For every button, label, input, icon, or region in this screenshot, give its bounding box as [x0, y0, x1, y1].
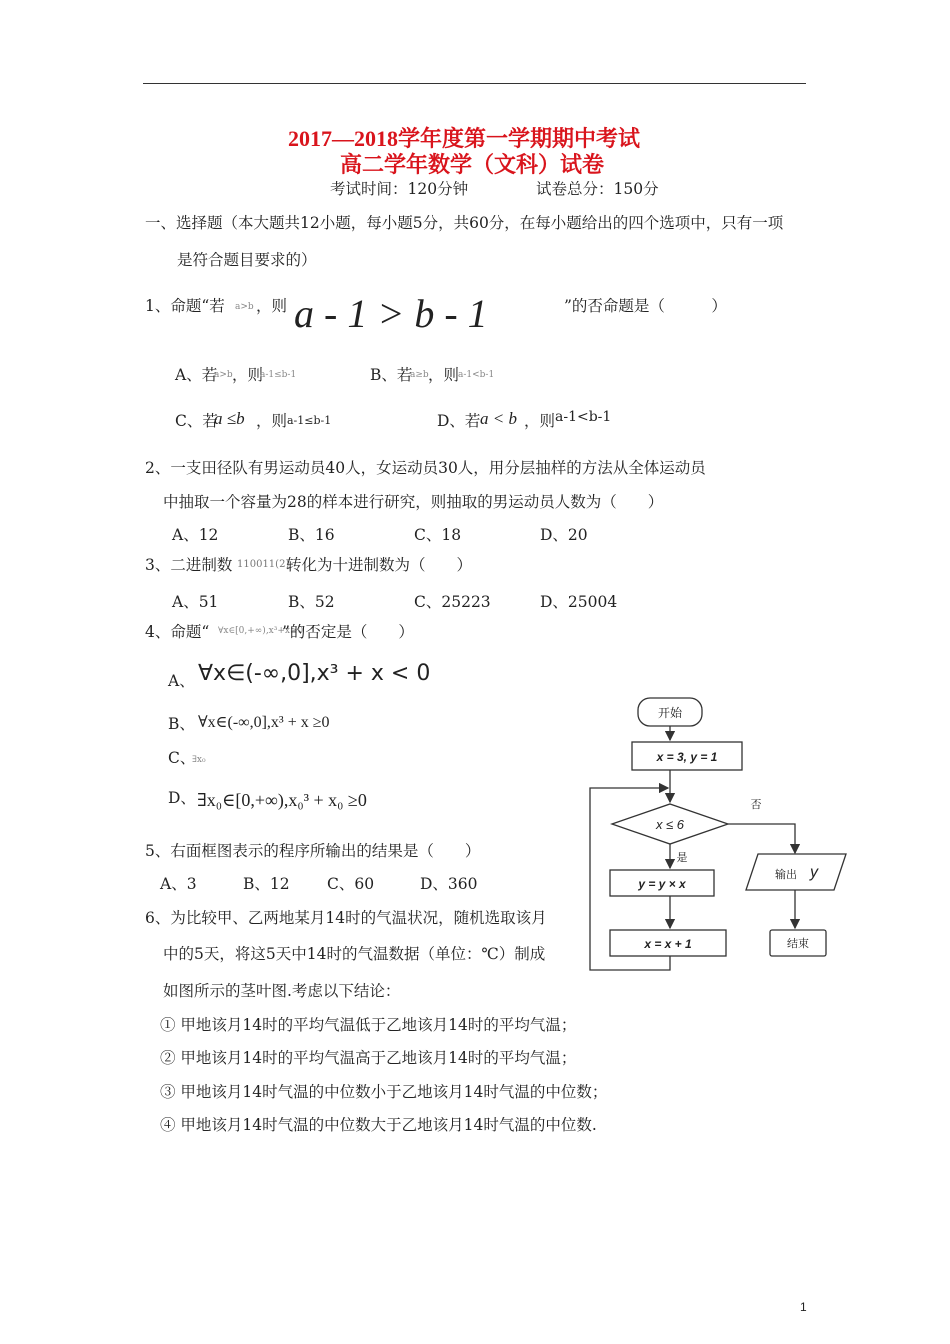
q3-binary-number: 110011(2) [237, 559, 290, 570]
q2-option-b: B、16 [288, 526, 335, 544]
q1-option-b-then: ，则 [428, 366, 460, 384]
q3-suffix: 转化为十进制数为（ ） [286, 556, 473, 574]
q1-option-c-conclusion: a-1≤b-1 [287, 414, 332, 427]
q4-option-d-formula: ∃x₀∈[0,+∞),x₀³ + x₀ ≥0 [197, 790, 367, 810]
q4-suffix: ”的否定是（ ） [282, 623, 414, 641]
q6-conclusion-1: ① 甲地该月14时的平均气温低于乙地该月14时的平均气温； [160, 1016, 577, 1034]
q2-option-d: D、20 [540, 526, 588, 544]
q4-proposition: ∀x∈[0,+∞),x³+x≥0 [218, 626, 304, 636]
q1-option-c-label: C、若 [175, 412, 218, 430]
q5-option-a: A、3 [160, 875, 197, 893]
flowchart-start-label: 开始 [657, 706, 683, 720]
q6-conclusion-3: ③ 甲地该月14时气温的中位数小于乙地该月14时气温的中位数； [160, 1083, 608, 1101]
q6-line1: 6、为比较甲、乙两地某月14时的气温状况，随机选取该月 [145, 909, 547, 927]
q6-conclusion-4: ④ 甲地该月14时气温的中位数大于乙地该月14时气温的中位数. [160, 1116, 597, 1134]
q4-option-b-label: B、 [168, 715, 195, 733]
flowchart-condition-label: x ≤ 6 [655, 817, 685, 832]
flowchart-no-label: 否 [750, 799, 762, 811]
q3-option-d: D、25004 [540, 593, 618, 611]
q1-option-a-cond: a>b [214, 370, 233, 380]
q4-option-a-formula: ∀x∈(-∞,0],x³ + x < 0 [198, 661, 431, 686]
q1-suffix: ”的否命题是（ ） [564, 297, 727, 315]
q6-conclusion-2: ② 甲地该月14时的平均气温高于乙地该月14时的平均气温； [160, 1049, 577, 1067]
flowchart-multiply-label: y = y × x [638, 877, 686, 891]
q1-option-a-label: A、若 [175, 366, 218, 384]
q1-big-formula: a - 1 > b - 1 [294, 291, 488, 336]
section-intro-line1: 一、选择题（本大题共12小题，每小题5分，共60分，在每小题给出的四个选项中，只有一项 [145, 214, 784, 232]
program-flowchart [580, 690, 860, 980]
q5-option-c: C、60 [327, 875, 375, 893]
total-score: 试卷总分：150分 [536, 180, 659, 198]
q1-cond-fragment: a>b [235, 302, 254, 312]
flowchart-init-label: x = 3, y = 1 [656, 750, 718, 764]
q1-option-d-label: D、若 [437, 412, 481, 430]
flowchart-output-label: 输出 [775, 869, 797, 881]
q1-option-d-then: ，则 [524, 412, 556, 430]
q1-option-d-conclusion: a-1<b-1 [555, 409, 612, 425]
q1-option-b-conclusion: a-1<b-1 [458, 370, 495, 380]
q2-option-a: A、12 [172, 526, 219, 544]
q1-option-a-conclusion: a-1≤b-1 [260, 370, 297, 380]
exam-title-line2: 高二学年数学（文科）试卷 [340, 152, 605, 177]
q3-option-c: C、25223 [414, 593, 491, 611]
q1-option-c-then: ，则 [256, 412, 288, 430]
q4-option-b-formula: ∀x∈(-∞,0],x³ + x ≥0 [198, 714, 330, 731]
flowchart-output-var: y [810, 864, 818, 881]
q2-line1: 2、一支田径队有男运动员40人，女运动员30人，用分层抽样的方法从全体运动员 [145, 459, 706, 477]
q4-option-c-fragment: ∃x₀ [192, 755, 206, 765]
q6-line2: 中的5天，将这5天中14时的气温数据（单位：℃）制成 [163, 945, 546, 963]
q1-option-a-then: ，则 [232, 366, 264, 384]
top-rule [143, 83, 806, 84]
flowchart-increment-label: x = x + 1 [644, 937, 692, 951]
q5-option-b: B、12 [243, 875, 290, 893]
exam-time: 考试时间：120分钟 [330, 180, 469, 198]
flowchart-end-label: 结束 [787, 938, 809, 950]
q1-option-b-cond: a≥b [410, 370, 429, 380]
q4-option-c-label: C、 [168, 749, 196, 767]
q3-option-a: A、51 [172, 593, 219, 611]
q6-line3: 如图所示的茎叶图.考虑以下结论： [163, 982, 401, 1000]
section-intro-line2: 是符合题目要求的） [177, 251, 317, 269]
q1-prefix: 1、命题“若 [145, 297, 225, 315]
q1-option-c-formula: a ≤b [214, 409, 245, 428]
exam-title-line1: 2017—2018学年度第一学期期中考试 [288, 126, 641, 151]
q1-option-d-formula: a < b [480, 409, 517, 428]
q2-line2: 中抽取一个容量为28的样本进行研究，则抽取的男运动员人数为（ ） [163, 493, 664, 511]
q1-then: ，则 [256, 297, 288, 315]
flowchart-yes-label: 是 [676, 852, 688, 864]
q5-option-d: D、360 [420, 875, 478, 893]
q4-prefix: 4、命题“ [145, 623, 210, 641]
page-number: 1 [800, 1300, 807, 1314]
q2-option-c: C、18 [414, 526, 462, 544]
q4-option-a-label: A、 [168, 672, 195, 690]
q3-prefix: 3、二进制数 [145, 556, 233, 574]
q1-option-b-label: B、若 [370, 366, 413, 384]
q5-text: 5、右面框图表示的程序所输出的结果是（ ） [145, 842, 481, 860]
q4-option-d-label: D、 [168, 789, 196, 807]
q3-option-b: B、52 [288, 593, 335, 611]
